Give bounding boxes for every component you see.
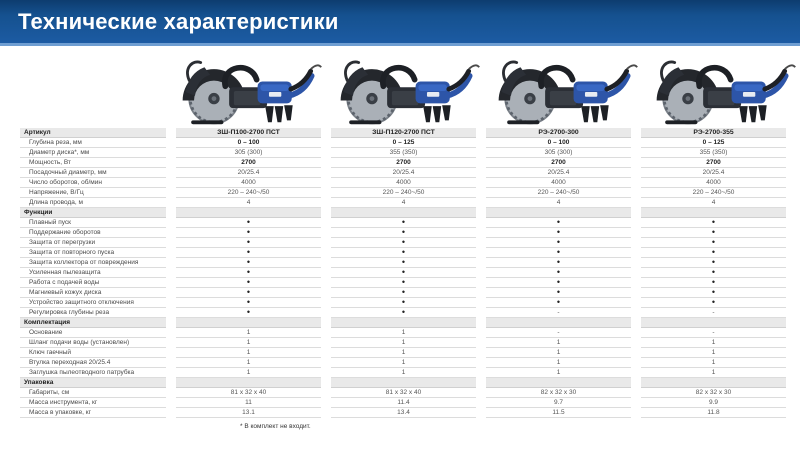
row-value: 305 (300)	[176, 148, 321, 158]
row-value	[176, 378, 321, 388]
table-row	[0, 238, 800, 248]
cutter-image	[176, 54, 324, 128]
row-value: 220 – 240~/50	[641, 188, 786, 198]
cutter-image	[650, 54, 798, 128]
table-row	[0, 158, 800, 168]
row-value: •	[641, 228, 786, 238]
row-value: •	[331, 288, 476, 298]
row-value: 2700	[331, 158, 476, 168]
row-value: •	[176, 228, 321, 238]
table-row	[0, 258, 800, 268]
row-value: •	[176, 278, 321, 288]
row-label: Габариты, см	[20, 388, 166, 398]
row-label: Шланг подачи воды (установлен)	[20, 338, 166, 348]
row-value: 1	[331, 328, 476, 338]
row-value: 1	[641, 358, 786, 368]
row-label: Заглушка пылеотводного патрубка	[20, 368, 166, 378]
row-label: Защита коллектора от повреждения	[20, 258, 166, 268]
row-value: 4000	[641, 178, 786, 188]
row-value: 1	[331, 358, 476, 368]
table-row	[0, 408, 800, 418]
row-label: Втулка переходная 20/25.4	[20, 358, 166, 368]
row-value: 305 (300)	[486, 148, 631, 158]
row-value: 4	[486, 198, 631, 208]
row-value: •	[331, 218, 476, 228]
row-value: •	[331, 238, 476, 248]
row-value: 13.1	[176, 408, 321, 418]
row-value: 1	[176, 368, 321, 378]
row-value: •	[641, 248, 786, 258]
cutter-image	[492, 54, 640, 128]
row-label: Комплектация	[20, 318, 166, 328]
row-value: •	[641, 288, 786, 298]
row-label: Регулировка глубины реза	[20, 308, 166, 318]
row-value: 82 x 32 x 30	[641, 388, 786, 398]
row-value: 0 – 100	[176, 138, 321, 148]
row-value	[641, 378, 786, 388]
row-value: 1	[641, 348, 786, 358]
row-value: •	[486, 248, 631, 258]
row-label: Упаковка	[20, 378, 166, 388]
row-value	[486, 378, 631, 388]
row-label: Усиленная пылезащита	[20, 268, 166, 278]
row-label: Основание	[20, 328, 166, 338]
row-value: 20/25.4	[486, 168, 631, 178]
row-value: 4	[331, 198, 476, 208]
row-value: •	[176, 298, 321, 308]
table-section-row	[0, 378, 800, 388]
cutter-image	[334, 54, 482, 128]
row-value: 220 – 240~/50	[331, 188, 476, 198]
row-value: 1	[486, 348, 631, 358]
page-title: Технические характеристики	[18, 8, 339, 34]
row-value: •	[331, 298, 476, 308]
row-value: 1	[641, 368, 786, 378]
row-value: 220 – 240~/50	[176, 188, 321, 198]
row-value: 355 (350)	[331, 148, 476, 158]
row-value: 1	[176, 338, 321, 348]
row-label: Поддержание оборотов	[20, 228, 166, 238]
row-value: ЗШ-П100-2700 ПСТ	[176, 128, 321, 138]
row-value: •	[486, 268, 631, 278]
row-value: 0 – 125	[331, 138, 476, 148]
row-value: ЗШ-П120-2700 ПСТ	[331, 128, 476, 138]
row-value: 20/25.4	[331, 168, 476, 178]
product-image-4	[650, 54, 798, 128]
row-value: РЭ-2700-355	[641, 128, 786, 138]
row-value	[176, 208, 321, 218]
row-label: Устройство защитного отключения	[20, 298, 166, 308]
row-label: Длина провода, м	[20, 198, 166, 208]
row-value	[331, 318, 476, 328]
spec-table	[0, 128, 800, 418]
table-row	[0, 288, 800, 298]
row-value: 2700	[641, 158, 786, 168]
row-value: •	[176, 308, 321, 318]
row-value: •	[176, 248, 321, 258]
product-images-row	[0, 46, 800, 128]
row-label: Работа с подачей воды	[20, 278, 166, 288]
row-value: 9.9	[641, 398, 786, 408]
row-value	[176, 318, 321, 328]
row-label: Мощность, Вт	[20, 158, 166, 168]
row-value: 11.4	[331, 398, 476, 408]
row-value: 1	[641, 338, 786, 348]
row-value: •	[176, 268, 321, 278]
table-row	[0, 348, 800, 358]
row-label: Артикул	[20, 128, 166, 138]
table-row	[0, 398, 800, 408]
row-value: 1	[331, 348, 476, 358]
table-row	[0, 188, 800, 198]
row-label: Масса в упаковке, кг	[20, 408, 166, 418]
table-row	[0, 228, 800, 238]
table-row	[0, 388, 800, 398]
row-value: 11	[176, 398, 321, 408]
row-value: 220 – 240~/50	[486, 188, 631, 198]
table-row	[0, 298, 800, 308]
row-value: •	[486, 278, 631, 288]
row-value: 4000	[176, 178, 321, 188]
row-label: Защита от повторного пуска	[20, 248, 166, 258]
row-label: Напряжение, В/Гц	[20, 188, 166, 198]
row-value	[641, 318, 786, 328]
row-value: 0 – 125	[641, 138, 786, 148]
row-value: 4000	[486, 178, 631, 188]
row-value: •	[641, 218, 786, 228]
row-value: 4000	[331, 178, 476, 188]
row-label: Число оборотов, об/мин	[20, 178, 166, 188]
row-label: Диаметр диска*, мм	[20, 148, 166, 158]
row-label: Ключ гаечный	[20, 348, 166, 358]
row-value: 1	[176, 328, 321, 338]
table-section-row	[0, 318, 800, 328]
row-value: 9.7	[486, 398, 631, 408]
table-row	[0, 178, 800, 188]
row-value	[641, 208, 786, 218]
row-value: -	[486, 308, 631, 318]
row-value	[331, 208, 476, 218]
table-section-row	[0, 208, 800, 218]
table-row	[0, 148, 800, 158]
row-value: 4	[641, 198, 786, 208]
row-value: 0 – 100	[486, 138, 631, 148]
product-image-1	[176, 54, 324, 128]
row-value: •	[486, 218, 631, 228]
row-value: •	[176, 258, 321, 268]
row-value: •	[486, 228, 631, 238]
row-value: 355 (350)	[641, 148, 786, 158]
table-row	[0, 138, 800, 148]
table-row	[0, 168, 800, 178]
row-value: 11.5	[486, 408, 631, 418]
row-value: 13.4	[331, 408, 476, 418]
row-value: РЭ-2700-300	[486, 128, 631, 138]
row-label: Магниевый кожух диска	[20, 288, 166, 298]
table-row	[0, 248, 800, 258]
row-value: 1	[486, 368, 631, 378]
row-value: •	[641, 298, 786, 308]
table-section-row	[0, 128, 800, 138]
header-bar	[0, 0, 800, 46]
table-row	[0, 358, 800, 368]
row-value: 1	[176, 358, 321, 368]
row-value: •	[176, 218, 321, 228]
row-value: •	[641, 278, 786, 288]
row-value: 1	[176, 348, 321, 358]
row-value: •	[331, 308, 476, 318]
row-value	[486, 318, 631, 328]
row-value: •	[641, 258, 786, 268]
row-value: •	[331, 268, 476, 278]
row-value: 1	[331, 368, 476, 378]
row-label: Глубина реза, мм	[20, 138, 166, 148]
row-value: 81 x 32 x 40	[176, 388, 321, 398]
row-value: •	[331, 278, 476, 288]
table-row	[0, 218, 800, 228]
row-value: •	[486, 238, 631, 248]
row-value: 1	[331, 338, 476, 348]
row-value: •	[486, 258, 631, 268]
row-value	[486, 208, 631, 218]
row-value: 82 x 32 x 30	[486, 388, 631, 398]
row-label: Плавный пуск	[20, 218, 166, 228]
row-value: 1	[486, 338, 631, 348]
row-value: -	[641, 328, 786, 338]
row-label: Посадочный диаметр, мм	[20, 168, 166, 178]
row-label: Функции	[20, 208, 166, 218]
row-value: •	[176, 288, 321, 298]
row-value: 20/25.4	[641, 168, 786, 178]
row-value: 2700	[486, 158, 631, 168]
table-row	[0, 368, 800, 378]
row-value: 4	[176, 198, 321, 208]
product-image-2	[334, 54, 482, 128]
row-value: •	[641, 268, 786, 278]
table-row	[0, 338, 800, 348]
table-row	[0, 198, 800, 208]
table-row	[0, 278, 800, 288]
row-value: •	[486, 288, 631, 298]
row-label: Защита от перегрузки	[20, 238, 166, 248]
row-value: •	[331, 228, 476, 238]
row-label: Масса инструмента, кг	[20, 398, 166, 408]
row-value: •	[331, 258, 476, 268]
row-value: -	[641, 308, 786, 318]
row-value: 20/25.4	[176, 168, 321, 178]
row-value: •	[176, 238, 321, 248]
table-row	[0, 308, 800, 318]
row-value: 1	[486, 358, 631, 368]
row-value	[331, 378, 476, 388]
table-row	[0, 268, 800, 278]
footnote: * В комплект не входит.	[240, 423, 311, 430]
row-value: •	[486, 298, 631, 308]
table-row	[0, 328, 800, 338]
row-value: 81 x 32 x 40	[331, 388, 476, 398]
row-value: 2700	[176, 158, 321, 168]
row-value: 11.8	[641, 408, 786, 418]
row-value: -	[486, 328, 631, 338]
row-value: •	[641, 238, 786, 248]
product-image-3	[492, 54, 640, 128]
row-value: •	[331, 248, 476, 258]
